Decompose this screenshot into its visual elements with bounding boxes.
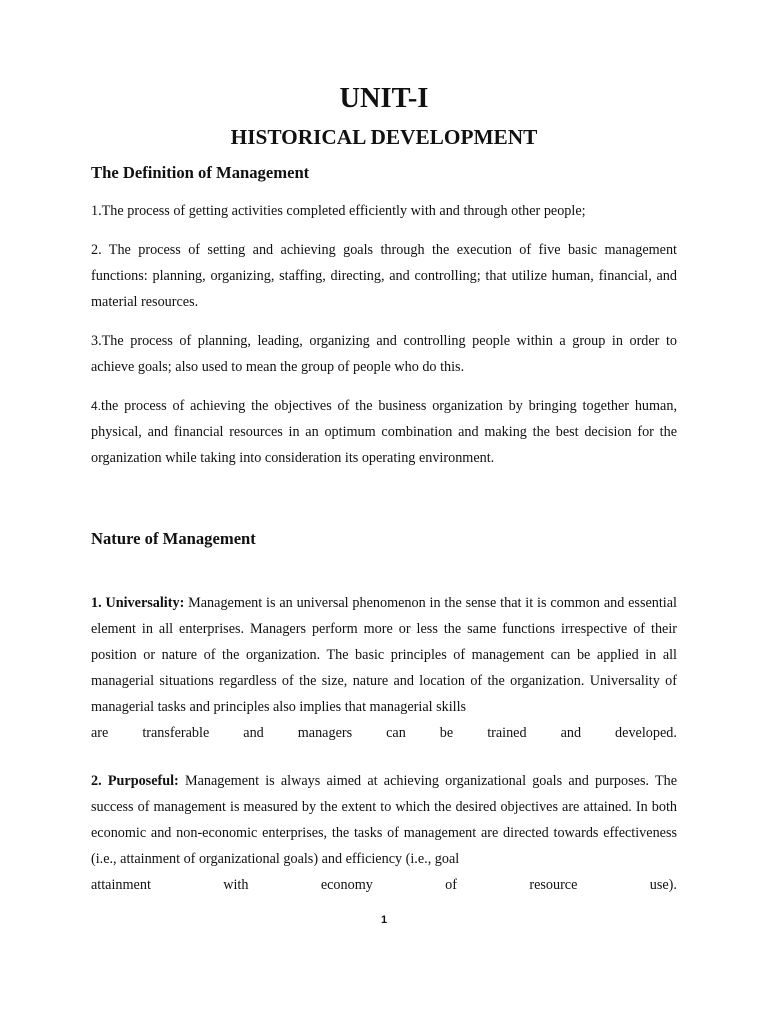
universality-label: 1. Universality:: [91, 595, 185, 611]
section-title: HISTORICAL DEVELOPMENT: [230, 125, 538, 149]
universality-word: trained: [487, 725, 527, 741]
universality-last-line: [91, 720, 677, 746]
definition-item-2: 2. The process of setting and achieving goals through the execution of five basic management functions: planning, organizing, staffing, directing, and controlling; that utilize human, financial, and material resources.: [91, 242, 677, 310]
page-content: [91, 83, 678, 898]
definition-item-4-text: the process of achieving the objectives of the business organization by bringing together human, physical, and financial resources in an optimum combination and making the best decision for the organization while taking into consideration its operating environment.: [91, 398, 677, 466]
universality-word: developed.: [615, 725, 677, 741]
universality-word: and: [560, 725, 582, 741]
universality-word: transferable: [142, 725, 210, 741]
purposeful-text: Management is always aimed at achieving organizational goals and purposes. The success of management is measured by the extent to which the desired objectives are attained. In both economic and non-economic enterprises, the tasks of management are directed towards effectiveness (i.e., attainment of organizational goals) and efficiency (i.e., goal: [91, 773, 678, 867]
universality-word: can: [386, 725, 406, 741]
definition-item-1: 1.The process of getting activities completed efficiently with and through other people;: [91, 203, 586, 219]
universality-paragraph: [91, 590, 677, 720]
definition-item-4: [91, 393, 677, 471]
purposeful-word: with: [223, 877, 249, 893]
purposeful-paragraph: [91, 768, 677, 872]
nature-point-purposeful: [91, 768, 677, 898]
purposeful-last-line: [91, 872, 677, 898]
definition-item-4-number: 4.: [91, 399, 102, 413]
universality-word: be: [439, 725, 454, 741]
page-number: 1: [380, 914, 388, 926]
universality-text: Management is an universal phenomenon in the sense that it is common and essential element in all enterprises. Managers perform more or less the same functions irrespective of their position or nature of the organization. The basic principles of management can be applied in all managerial situations regardless of the size, nature and location of the organization. Universality of managerial tasks and principles also implies that managerial skills: [91, 595, 677, 715]
purposeful-word: economy: [320, 877, 373, 893]
universality-word: managers: [297, 725, 353, 741]
purposeful-word: resource: [529, 877, 578, 893]
definition-item-3: 3.The process of planning, leading, organizing and controlling people within a group in order to achieve goals; also used to mean the group of people who do this.: [91, 333, 677, 375]
nature-point-universality: [91, 590, 677, 746]
purposeful-word: of: [445, 877, 457, 893]
purposeful-label: 2. Purposeful:: [91, 773, 179, 789]
universality-word: are: [91, 725, 109, 741]
purposeful-word: use).: [649, 877, 677, 893]
nature-heading: Nature of Management: [91, 529, 256, 548]
purposeful-word: attainment: [91, 877, 151, 893]
unit-title: UNIT-I: [339, 83, 429, 114]
definition-heading: The Definition of Management: [91, 163, 310, 182]
universality-word: and: [243, 725, 264, 741]
